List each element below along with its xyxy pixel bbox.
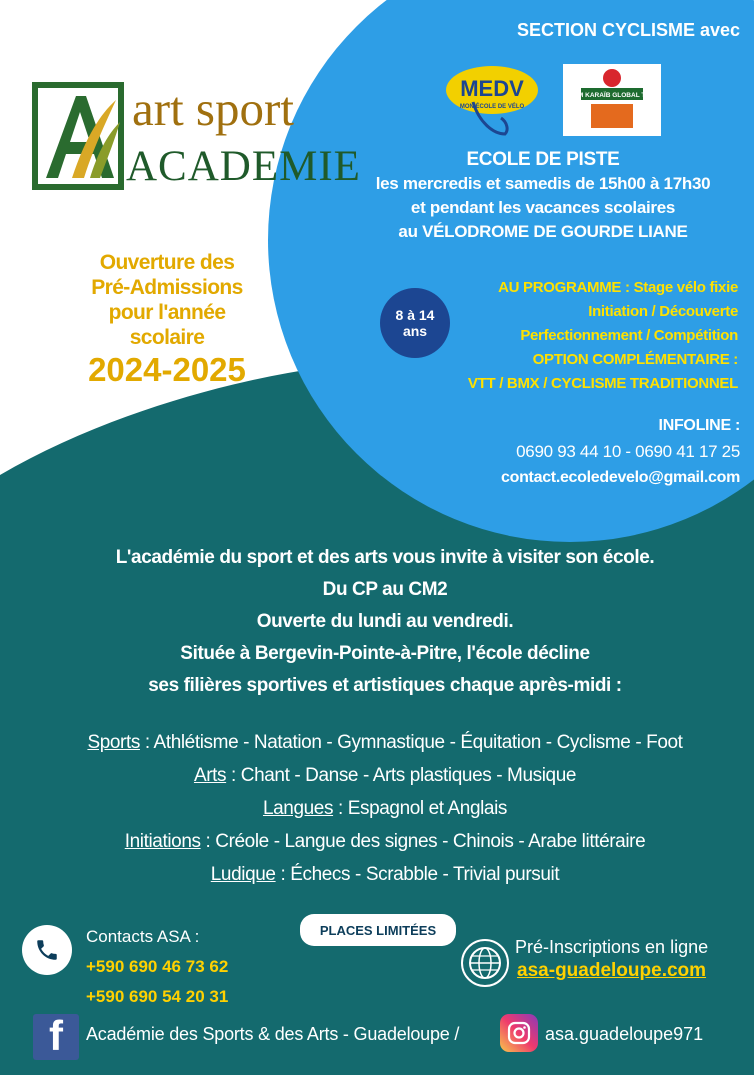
programme-list [400, 276, 738, 396]
discipline-key: Sports [87, 732, 140, 753]
discipline-row [30, 858, 740, 891]
preinscription-label: Pré-Inscriptions en ligne [515, 937, 709, 957]
team-logo-text: TEAM KARAÏB GLOBAL TECH [564, 92, 660, 99]
school-year: 2024-2025 [88, 351, 246, 388]
logo-text-academie: ACADEMIE [126, 143, 361, 190]
programme-option-label: OPTION COMPLÉMENTAIRE : [532, 351, 738, 368]
infoline-label: INFOLINE : [658, 417, 740, 434]
places-limitees-badge: PLACES LIMITÉES [300, 914, 456, 946]
intro-line: Du CP au CM2 [322, 579, 448, 600]
discipline-row [30, 792, 740, 825]
programme-item: Stage vélo fixie [633, 279, 738, 296]
opening-line: Ouverture des [99, 251, 235, 274]
programme-item: VTT / BMX / CYCLISME TRADITIONNEL [467, 375, 738, 392]
facebook-icon[interactable] [33, 1014, 79, 1060]
medv-logo-subtext: MON ÉCOLE DE VÉLO [459, 104, 525, 110]
team-karaib-logo-icon [563, 64, 661, 136]
discipline-key: Initiations [124, 831, 201, 852]
logo-text-art-sport: art sport [132, 81, 294, 136]
infoline-phones: 0690 93 44 10 - 0690 41 17 25 [516, 442, 740, 461]
discipline-value: : Chant - Danse - Arts plastiques - Musique [226, 765, 577, 786]
contact-phone[interactable]: +590 690 54 20 31 [86, 987, 229, 1006]
art-sport-logo-icon [32, 82, 124, 190]
facebook-page-name[interactable]: Académie des Sports & des Arts - Guadeloupe / [86, 1024, 460, 1044]
intro-line: ses filières sportives et artistiques chaque après-midi : [148, 675, 622, 696]
discipline-value: : Créole - Langue des signes - Chinois - Arabe littéraire [200, 831, 646, 852]
discipline-row [30, 759, 740, 792]
contacts-block [86, 922, 228, 1012]
instagram-glyph-icon [506, 1020, 532, 1046]
instagram-handle[interactable]: asa.guadeloupe971 [545, 1024, 704, 1044]
age-range: 8 à 14 [395, 307, 435, 323]
opening-line: pour l'année [108, 301, 226, 324]
opening-announcement [62, 250, 272, 390]
globe-icon [460, 938, 510, 988]
cycling-section-title: SECTION CYCLISME avec [516, 20, 740, 40]
programme-label: AU PROGRAMME : [498, 279, 630, 296]
discipline-row [30, 726, 740, 759]
online-preinscription [515, 935, 708, 983]
opening-line: scolaire [129, 326, 205, 349]
medv-logo-text: MEDV [460, 76, 524, 101]
website-link[interactable]: asa-guadeloupe.com [517, 960, 707, 981]
piste-title: ECOLE DE PISTE [466, 149, 620, 170]
discipline-key: Ludique [210, 864, 276, 885]
opening-line: Pré-Admissions [91, 276, 243, 299]
piste-schedule: les mercredis et samedis de 15h00 à 17h30 [375, 174, 711, 193]
discipline-value: : Athlétisme - Natation - Gymnastique - Équitation - Cyclisme - Foot [139, 732, 683, 753]
discipline-value: : Espagnol et Anglais [333, 798, 508, 819]
contacts-label: Contacts ASA : [86, 927, 200, 946]
phone-glyph-icon [34, 937, 60, 963]
discipline-key: Langues [262, 798, 334, 819]
medv-logo-icon [443, 62, 541, 136]
intro-line: L'académie du sport et des arts vous invite à visiter son école. [115, 547, 655, 568]
school-intro [40, 542, 730, 702]
intro-line: Située à Bergevin-Pointe-à-Pitre, l'école décline [180, 643, 590, 664]
discipline-value: : Échecs - Scrabble - Trivial pursuit [275, 864, 560, 885]
disciplines-list [30, 726, 740, 891]
piste-location: au VÉLODROME DE GOURDE LIANE [398, 222, 688, 241]
age-unit: ans [402, 323, 428, 339]
infoline [420, 413, 740, 491]
intro-line: Ouverte du lundi au vendredi. [256, 611, 514, 632]
piste-school-info [340, 148, 746, 244]
age-badge [380, 288, 450, 358]
facebook-glyph: f [49, 1014, 63, 1059]
phone-icon [22, 925, 72, 975]
discipline-key: Arts [193, 765, 227, 786]
piste-holidays: et pendant les vacances scolaires [410, 198, 676, 217]
instagram-icon[interactable] [500, 1014, 538, 1052]
programme-item: Initiation / Découverte [588, 303, 738, 320]
infoline-email: contact.ecoledevelo@gmail.com [501, 469, 740, 486]
contact-phone[interactable]: +590 690 46 73 62 [86, 957, 229, 976]
discipline-row [30, 825, 740, 858]
programme-item: Perfectionnement / Compétition [520, 327, 738, 344]
